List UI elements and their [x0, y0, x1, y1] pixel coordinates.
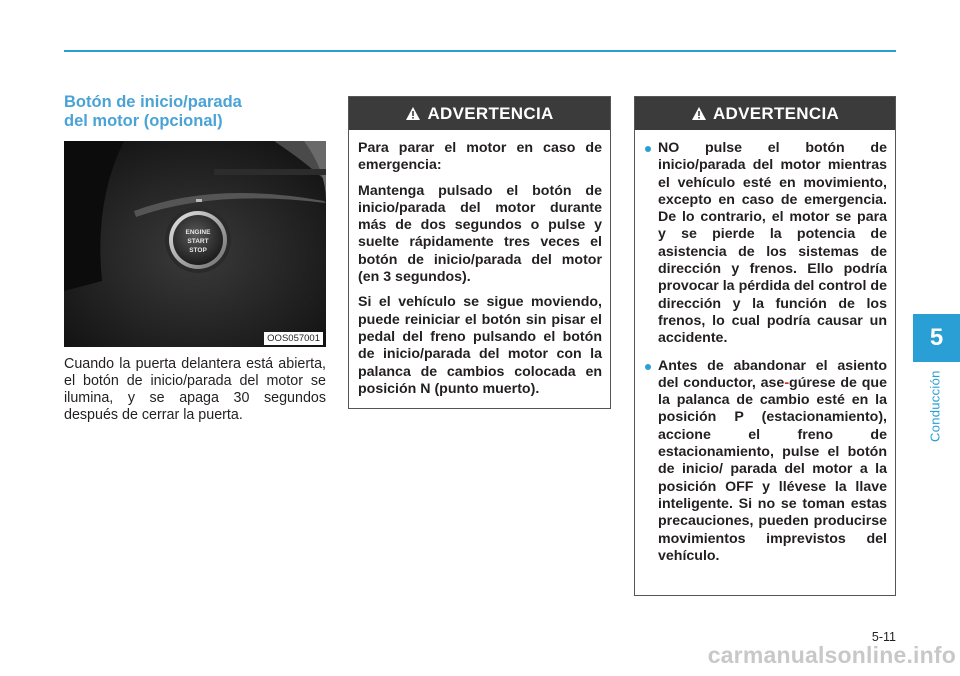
dashboard-illustration — [64, 141, 326, 347]
warning-bullet-text: gúrese de que la palanca de cambio esté en la posición P (estacionamiento), accione el freno de estacionamiento, pulse el botón de inicio/ parada del motor a la posición OFF y llévese la llave inteligente. Si no se toman estas precauciones, pueden producirse movimientos imprevistos del vehículo. — [658, 374, 887, 564]
warning-bullet-text: NO pulse el botón de inicio/parada del motor mientras el vehículo esté en movimiento, excepto en caso de emergencia. De lo contrario, el motor se para y se pierde la potencia de asistencia de los sistemas de dirección y frenos. Ello podría provocar la pérdida del control de dirección y la función de los frenos, lo cual podría causar un accidente. — [658, 140, 887, 347]
button-label-stop: STOP — [189, 247, 207, 254]
section-title: Conducción — [927, 370, 943, 442]
warning-paragraph: Para parar el motor en caso de emergencia: — [358, 140, 602, 174]
button-label-engine: ENGINE — [185, 229, 211, 236]
warning-bullet-item — [644, 140, 887, 348]
warning-triangle-icon — [405, 106, 421, 121]
engine-start-button-photo — [64, 141, 326, 347]
hyphenation-mark: - — [784, 374, 790, 391]
header-rule — [64, 50, 896, 52]
warning-title: ADVERTENCIA — [427, 103, 554, 123]
warning-box-do-not-press — [634, 96, 896, 596]
body-paragraph: Cuando la puerta delantera está abierta, el botón de inicio/parada del motor se ilumina, y se apaga 30 segundos después de cerrar la puerta. — [64, 356, 326, 423]
warning-paragraph: Si el vehículo se sigue moviendo, puede reiniciar el botón sin pisar el pedal del freno pulsando el botón de inicio/parada del motor con la palanca de cambios colocada en posición N (punto muerto). — [358, 294, 602, 397]
warning-bullet-item — [644, 358, 887, 566]
button-label-start: START — [187, 238, 209, 245]
warning-triangle-icon — [691, 106, 707, 121]
figure-code: OOS057001 — [264, 332, 323, 345]
section-number-tab: 5 — [913, 314, 960, 362]
section-heading: Botón de inicio/parada del motor (opcional) — [64, 93, 242, 130]
warning-title: ADVERTENCIA — [712, 103, 840, 123]
bullet-icon — [645, 146, 651, 152]
warning-bullet-text: Antes de abandonar el asiento del conductor, ase — [658, 357, 887, 391]
warning-header — [635, 97, 895, 130]
warning-box-emergency-stop — [348, 96, 611, 409]
warning-paragraph: Mantenga pulsado el botón de inicio/parada del motor durante más de dos segundos o pulse y suelte rápidamente tres veces el botón de inicio/parada del motor (en 3 segundos). — [358, 182, 602, 286]
bullet-icon — [645, 364, 651, 370]
watermark: carmanualsonline.info — [707, 642, 956, 668]
warning-header — [349, 97, 610, 130]
page-number: 5-11 — [871, 630, 896, 644]
